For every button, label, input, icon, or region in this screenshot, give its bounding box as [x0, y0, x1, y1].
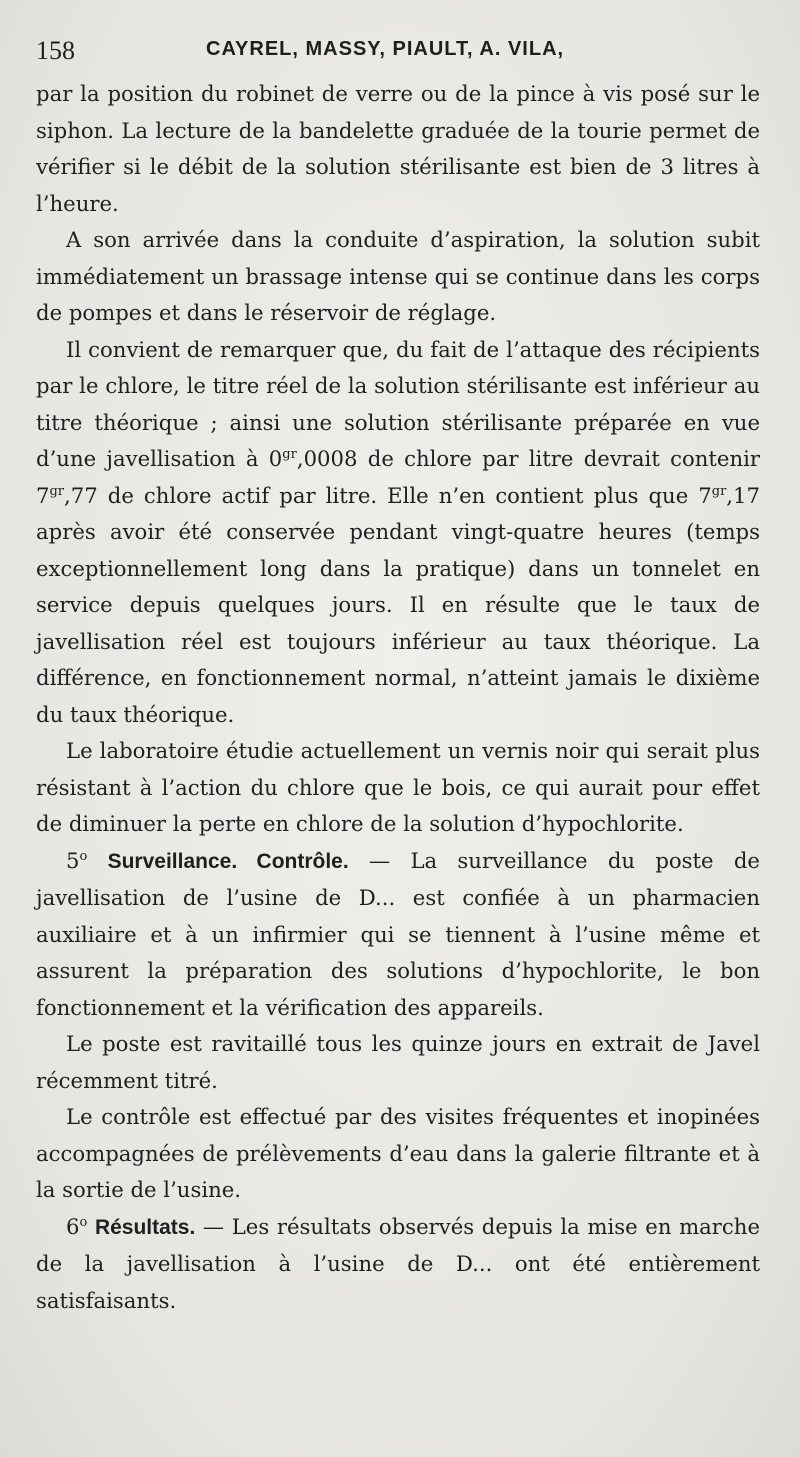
- section-6-text: — Les résultats observés depuis la mise en marche de la javellisation à l’usine de D... ont été entièrement satisfaisants.: [36, 1213, 760, 1313]
- section-6-number-sup: o: [79, 1214, 88, 1230]
- running-head: CAYREL, MASSY, PIAULT, A. VILA,: [206, 38, 565, 60]
- page-header: [36, 34, 756, 70]
- paragraph-2: A son arrivée dans la conduite d’aspiration, la solution subit immédiatement un brassage intense qui se continue dans les corps de pompes et dans le réservoir de réglage.: [36, 227, 760, 325]
- paragraph-3: [36, 332, 760, 734]
- gram-unit-superscript: gr: [711, 483, 727, 499]
- paragraph-1: par la position du robinet de verre ou de la pince à vis posé sur le siphon. La lecture de la bandelette graduée de la tourie permet de vérifier si le débit de la solution stérilisante est bien de 3 litres à l’heure.: [36, 81, 760, 216]
- section-5-number: 5: [66, 847, 80, 873]
- section-5-text: — La surveillance du poste de javellisation de l’usine de D... est confiée à un pharmacien auxiliaire et à un infirmier qui se tiennent à l’usine même et assurent la préparation des solutions d’hypochlorite, le bon fonctionnement et la vérification des appareils.: [36, 847, 760, 1020]
- body-text: [36, 76, 760, 1319]
- section-6-paragraph: [36, 1209, 760, 1320]
- section-6-heading: Résultats.: [94, 1215, 196, 1239]
- paragraph-3-part-a: Il convient de remarquer que, du fait de l’attaque des récipients par le chlore, le titre réel de la solution stérilisante est inférieur au titre théorique ; ainsi une solution stérilisante préparée en vue d’une javellisation à 0: [36, 336, 760, 471]
- gram-unit-superscript: gr: [49, 483, 65, 499]
- section-5-heading: Surveillance. Contrôle.: [107, 849, 349, 873]
- paragraph-3-part-d: ,17 après avoir été conservée pendant vingt-quatre heures (temps exceptionnellement long dans la pratique) dans un tonnelet en service depuis quelques jours. Il en résulte que le taux de javellisation réel est toujours inférieur au taux théorique. La différence, en fonctionnement normal, n’atteint jamais le dixième du taux théorique.: [36, 482, 760, 727]
- section-5-number-sup: o: [79, 848, 88, 864]
- paragraph-7: Le contrôle est effectué par des visites fréquentes et inopinées accompagnées de prélèvements d’eau dans la galerie filtrante et à la sortie de l’usine.: [36, 1104, 760, 1202]
- page-number: 158: [36, 36, 75, 65]
- paragraph-3-part-c: ,77 de chlore actif par litre. Elle n’en contient plus que 7: [64, 482, 712, 508]
- paragraph-3-part-b: ,0008 de chlore par litre devrait contenir 7: [36, 446, 760, 508]
- paragraph-6: Le poste est ravitaillé tous les quinze jours en extrait de Javel récemment titré.: [36, 1031, 760, 1093]
- paragraph-4: Le laboratoire étudie actuellement un vernis noir qui serait plus résistant à l’action du chlore que le bois, ce qui aurait pour effet de diminuer la perte en chlore de la solution d’hypochlorite.: [36, 738, 760, 836]
- section-6-number: 6: [66, 1213, 80, 1239]
- section-5-paragraph: [36, 843, 760, 1027]
- gram-unit-superscript: gr: [282, 447, 297, 462]
